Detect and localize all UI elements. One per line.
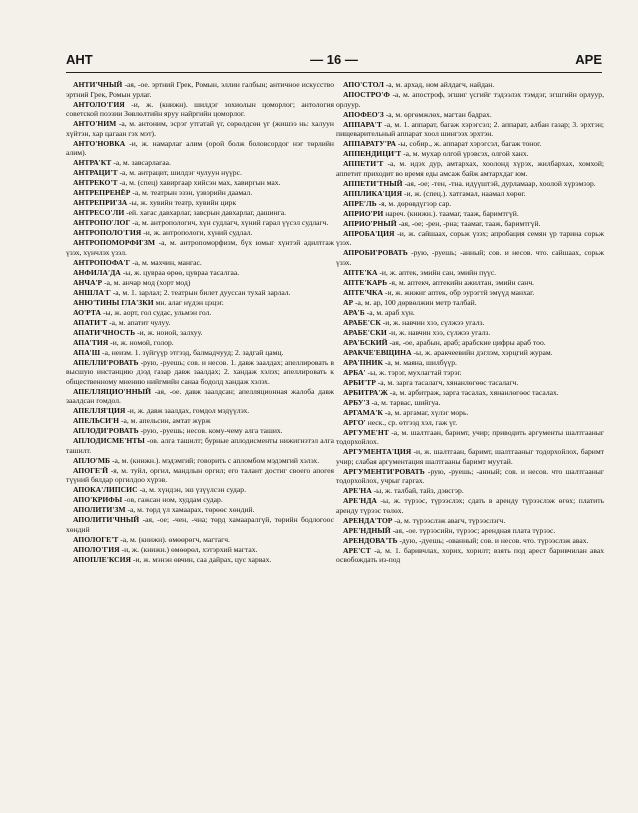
dictionary-entry — [66, 288, 334, 298]
entry-headword: АНТРОПОЛО'ГИЯ — [73, 228, 142, 237]
dictionary-entry — [336, 268, 604, 278]
entry-definition: -а, м. антрацит, шилдэг чулуун нүүрс. — [119, 168, 242, 177]
entry-headword: АО'РТА — [73, 307, 102, 317]
dictionary-entry — [336, 209, 604, 219]
dictionary-entry — [336, 139, 604, 149]
entry-definition: -и, ж. аптек, эмийн сан, эмийн пүүс. — [379, 267, 497, 277]
entry-headword: АРГУМЕ'НТ — [343, 427, 389, 437]
entry-headword: АПОЛО'ГИЯ — [73, 544, 120, 554]
dictionary-entry — [336, 388, 604, 398]
entry-headword: АПОЛИТИ'ЗМ — [73, 505, 126, 514]
entry-definition: -а, м. апостроф, эгшиг үсгийг тэдээлэх тэмдэг, эгшгийн орлуур, орлуур. — [336, 90, 604, 109]
entry-definition: -рую, -руешь; -анный; сов. и несов. что шалтгааныг тодорхойлох, учрыг гаргах. — [336, 466, 604, 485]
entry-headword: АНТИ'ЧНЫЙ — [73, 80, 123, 89]
dictionary-entry — [66, 268, 334, 278]
entry-definition: -а, м. антоним, эсрэг утгатай үг, сөрөлдсөн үг (жишээ нь: халуун хүйтэн, хар цагаан гэх мэт). — [66, 119, 334, 138]
entry-definition: -и, ж. номой, голор. — [110, 337, 174, 347]
entry-definition: -и, ж. (книжн.) өмөөрөл, хэтэрхий магтах. — [121, 544, 258, 554]
right-guide-word: АРЕ — [575, 51, 602, 67]
dictionary-entry — [336, 348, 604, 358]
dictionary-entry — [336, 546, 604, 565]
entry-headword: АРГО' — [343, 417, 366, 427]
dictionary-entry — [336, 358, 604, 368]
entry-definition: -дую, -дуешь; -ованный; сов. и несов. что. түрээслэж авах. — [399, 535, 589, 545]
entry-headword: АРАБЕ'СК — [343, 317, 381, 327]
entry-headword: АППЕНДИЦИ'Т — [343, 149, 402, 158]
entry-definition: -а, м. өргөмжлөх, магтан бадрах. — [385, 109, 492, 119]
entry-definition: -ы, ж. түрээс, түрээслэх; сдать в аренду түрээслэж өгөх; платить аренду түрээс төлөх. — [336, 496, 604, 515]
entry-headword: АНТО'НОВКА — [73, 138, 126, 148]
dictionary-entry — [66, 188, 334, 198]
dictionary-entry — [66, 338, 334, 348]
entry-definition: -а, м. антропоморфизм, бүх юмыг хүнтэй адилтгаж үзэх, хүнчлэх үзэл. — [66, 238, 334, 257]
entry-headword: АПЛО'МБ — [73, 455, 111, 465]
entry-headword: АРЕ'НДНЫЙ — [343, 525, 391, 535]
entry-headword: АНТРА'КТ — [73, 158, 112, 167]
dictionary-entry — [66, 258, 334, 268]
dictionary-entry — [66, 119, 334, 138]
entry-definition: -ы, ж. цувраа өрөө, цувраа тасалгаа. — [122, 267, 240, 277]
dictionary-entry — [66, 515, 334, 534]
dictionary-entry — [66, 456, 334, 466]
entry-headword: АРБУ'З — [343, 397, 370, 407]
dictionary-entry — [66, 318, 334, 328]
entry-definition: -а, м. театрын эзэн, үзвэрийн даамал. — [132, 188, 253, 197]
entry-headword: АНТОЛО'ГИЯ — [73, 99, 125, 109]
entry-definition: -ая, -ое. түрээсийн, түрээс; арендная плата түрээс. — [392, 525, 556, 535]
entry-headword: АПЕЛЛЯЦИО'ННЫЙ — [73, 386, 151, 396]
dictionary-entry — [336, 418, 604, 428]
dictionary-entry — [336, 149, 604, 159]
entry-definition: -а, м. зарга тасалагч, хянанлөгөөс тасалагч. — [377, 377, 519, 387]
dictionary-entry — [66, 208, 334, 218]
dictionary-entry — [336, 328, 604, 338]
entry-headword: АПОКА'ЛИПСИС — [73, 485, 138, 494]
dictionary-entry — [66, 328, 334, 338]
dictionary-entry — [336, 80, 604, 90]
dictionary-entry — [336, 408, 604, 418]
entry-headword: АПРИО'РИ — [343, 208, 384, 218]
dictionary-entry — [336, 536, 604, 546]
entry-definition: неск., ср. өтгээд хэл, гаж үг. — [367, 417, 458, 427]
entry-definition: -ы, ж. тэрэг, мухлагтай тэрэг. — [367, 367, 462, 377]
dictionary-entry — [66, 228, 334, 238]
entry-headword: АРГУМЕНТИ'РОВАТЬ — [343, 466, 425, 476]
dictionary-entry — [66, 178, 334, 188]
dictionary-entry — [336, 378, 604, 388]
dictionary-entry — [336, 288, 604, 298]
entry-definition: -и, ж. ноиой, залхуу. — [137, 327, 203, 337]
entry-definition: -ы, ж. талбай, тайз, дэвсгэр. — [373, 486, 464, 495]
entry-definition: -а, м. мухар олгой үрэвсэх, олгой ханх. — [403, 149, 529, 158]
entry-definition: -а, м. түрээслэж авагч, түрээслэгч. — [394, 515, 506, 525]
entry-definition: -а, м. махчин, мангас. — [132, 257, 202, 267]
dictionary-entry — [336, 199, 604, 209]
entry-headword: АПАТИ'Т — [73, 317, 108, 327]
dictionary-entry — [336, 398, 604, 408]
entry-definition: -ов. алга ташилт; бурные аплодисменты нижигнэтэл алга ташилт. — [66, 436, 334, 455]
entry-headword: АРЕ'НДА — [343, 496, 377, 505]
entry-definition: -а, м. ар, 100 дөрвөлжин метр талбай. — [355, 297, 477, 307]
dictionary-entry — [66, 168, 334, 178]
dictionary-entry — [336, 486, 604, 496]
entry-headword: АРАКЧЕ'ЕВЩИНА — [343, 347, 412, 357]
entry-headword: АРГАМА'К — [343, 407, 383, 417]
dictionary-entry — [66, 535, 334, 545]
entry-definition: -ая, -ое. давж заалдсан; апелляционная жалоба давж заалдсан гомдол. — [66, 386, 334, 405]
dictionary-entry — [66, 139, 334, 158]
dictionary-entry — [66, 426, 334, 436]
entry-definition: -и, ж. (книжн). шилдэг зохиолын цоморлог; антология советской поэзии Зөвлөлтийн яруу найргийн цоморлог. — [66, 99, 335, 118]
entry-headword: АПОПЛЕ'КСИЯ — [73, 554, 132, 564]
entry-headword: АПЕЛЛЯ'ЦИЯ — [73, 406, 126, 415]
entry-headword: АРА'ПНИК — [343, 357, 383, 367]
dictionary-entry — [66, 278, 334, 288]
entry-definition: -и, ж. навчин хээ, сүлжээ угалз. — [388, 327, 491, 337]
dictionary-entry — [66, 80, 334, 99]
entry-definition: -я, м. туйл, оргил, мандлын оргил; его талант достиг своего апогея түүний бялдар оргилдоо хүрэв. — [66, 465, 334, 484]
entry-definition: мн. алаг нүдэн цэцэг. — [155, 297, 224, 307]
page-number: — 16 — — [310, 51, 358, 67]
right-column — [336, 80, 604, 565]
dictionary-entry — [66, 238, 334, 257]
entry-headword: АПОГЕ'Й — [73, 465, 109, 475]
entry-headword: АПТЕ'ЧКА — [343, 287, 384, 297]
dictionary-entry — [336, 516, 604, 526]
entry-headword: АРЕ'НА — [343, 486, 372, 495]
entry-definition: -а, неизм. 1. зүйгүүр этгээд, балмадчууд; 2. задгай цамц. — [102, 347, 284, 357]
entry-definition: -а, м. (книжн.). мэдэмгий; говорить с апломбом мэдэмгий хэлэх. — [111, 455, 320, 465]
dictionary-entry — [336, 248, 604, 267]
entry-headword: АППЕТИ'Т — [343, 159, 384, 168]
entry-definition: -а, м. маяна, шилбүүр. — [384, 357, 457, 367]
dictionary-entry — [336, 179, 604, 189]
entry-headword: АР — [343, 297, 354, 307]
dictionary-entry — [66, 466, 334, 485]
dictionary-entry — [336, 428, 604, 447]
entry-definition: -а, м. 1. зарлал; 2. театрын билет дууссан тухай зарлал. — [112, 287, 291, 297]
entry-definition: -и, ж. сайшаах, сорьж үзэх; апробация семян үр тарина сорьж үзэх. — [336, 228, 604, 247]
entry-definition: -а, м. архад, ном айлдагч, найдан. — [385, 80, 495, 89]
entry-headword: АПРИО'РНЫЙ — [343, 218, 397, 228]
dictionary-entry — [336, 467, 604, 486]
entry-definition: -и, ж. намарлаг алим (орой болж боловсордог нэг төрлийн алим). — [66, 138, 334, 157]
entry-headword: АРГУМЕНТА'ЦИЯ — [343, 447, 412, 456]
entry-definition: -ей. хагас давхарлаг, завсрын давхарлаг, дашинга. — [126, 208, 287, 217]
entry-headword: АРБИ'ТР — [343, 377, 376, 387]
entry-definition: -ы, ж. аракчеевийн дэглэм, хэрцгий журам. — [413, 347, 553, 357]
dictionary-entry — [66, 555, 334, 565]
entry-definition: -ы, ж. аорт, гол судас, ульмэн гол. — [102, 307, 212, 317]
entry-headword: АНТРОПОМОРФИ'ЗМ — [73, 238, 156, 247]
entry-headword: АППЕТИ'ТНЫЙ — [343, 178, 403, 188]
dictionary-entry — [336, 318, 604, 328]
entry-definition: -ая, -ое. эртний Грек, Ромын, эллин галбын; античное искусство эртний Грек, Ромын урлаг. — [66, 80, 334, 99]
entry-definition: нареч. (книжн.). таамаг, тааж, баримтгүй. — [385, 208, 519, 218]
entry-headword: АПО'КРИФЫ — [73, 495, 123, 504]
entry-headword: АПОЛИТИ'ЧНЫЙ — [73, 515, 140, 524]
dictionary-entry — [66, 198, 334, 208]
entry-headword: АПЛОДИ'РОВАТЬ — [73, 426, 139, 435]
page-header — [66, 46, 602, 73]
dictionary-entry — [66, 308, 334, 318]
entry-headword: АНШЛА'Г — [73, 287, 111, 297]
dictionary-entry — [66, 348, 334, 358]
entry-headword: АПО'СТОЛ — [343, 80, 384, 89]
entry-definition: -а, м. шалтгаан, баримт, учир; приводить аргументы шалтгааныг тодорхойлох. — [336, 427, 605, 446]
entry-definition: -а, м. аргамаг, хүлэг морь. — [384, 407, 469, 417]
entry-headword: АНТРАЦИ'Т — [73, 168, 118, 177]
entry-headword: АНТРЕПРЕНЁР — [73, 188, 131, 197]
entry-headword: АПОЛОГЕ'Т — [73, 534, 119, 544]
entry-definition: -а, м. хүндэн, эш үзүүлсэн судар. — [139, 485, 246, 494]
entry-definition: -и, ж. навчин хээ, сүлжээ угалз. — [382, 317, 485, 327]
entry-headword: АПА'Ш — [73, 347, 101, 357]
entry-headword: АРБА' — [343, 367, 366, 377]
dictionary-entry — [66, 495, 334, 505]
dictionary-entry — [336, 496, 604, 515]
left-guide-word: АНТ — [66, 51, 93, 67]
entry-headword: АРЕНДОВА'ТЬ — [343, 535, 398, 545]
dictionary-entry — [336, 338, 604, 348]
entry-definition: -рую, -руешь; -анный; сов. и несов. что. сайшаах, сорьж үзэх. — [336, 248, 604, 267]
entry-headword: АНЧА'Р — [73, 277, 103, 287]
entry-definition: -а, м. араб хүн. — [366, 307, 415, 317]
dictionary-entry — [336, 298, 604, 308]
dictionary-entry — [66, 387, 334, 406]
entry-definition: -а, м. 1. баривчлах, хорих, хорилт; взять под арест баривчилан авах освобождать из-под — [336, 545, 604, 564]
entry-headword: АРЕ'СТ — [343, 545, 371, 555]
entry-headword: АРЕНДА'ТОР — [343, 515, 393, 525]
entry-definition: -а, м. төрд үл хамаарах, төрөөс хөндий. — [127, 505, 255, 514]
entry-definition: -а, м. арбитраж, зарга тасалах, хянанлөгөөс тасалах. — [389, 387, 559, 397]
entry-headword: АПТЕ'КА — [343, 267, 378, 277]
entry-definition: -ы, собир., ж. аппарат хэрэгсэл, багаж тоног. — [397, 139, 542, 148]
entry-definition: -и, ж. (спец.). хатгамал, наамал хөрөг. — [403, 188, 526, 198]
entry-definition: -и, ж. шалтгаан, баримт, шалтгааныг тодорхойлох, баримт учир; слабая аргументация шалтгааны баримт муутай. — [336, 447, 604, 466]
dictionary-entry — [336, 308, 604, 318]
dictionary-entry — [66, 416, 334, 426]
entry-headword: АПТЕ'КАРЬ — [343, 277, 388, 287]
entry-headword: АНТРЕПРИ'ЗА — [73, 198, 128, 207]
entry-headword: АНТРОПО'ЛОГ — [73, 218, 131, 227]
entry-headword: АПАТИ'ЧНОСТЬ — [73, 327, 136, 337]
dictionary-entry — [66, 485, 334, 495]
entry-headword: АПОСТРО'Ф — [343, 90, 390, 99]
dictionary-entry — [336, 278, 604, 288]
dictionary-entry — [66, 406, 334, 416]
dictionary-entry — [66, 436, 334, 455]
dictionary-entry — [336, 526, 604, 536]
entry-headword: АПРЕ'ЛЬ — [343, 198, 377, 208]
entry-headword: АНТО'НИМ — [73, 119, 117, 128]
entry-headword: АППАРА'Т — [343, 119, 382, 129]
entry-headword: АПРОБИ'РОВАТЬ — [343, 248, 408, 257]
entry-definition: -ов, гажсан ном, худдам судар. — [124, 495, 223, 504]
dictionary-entry — [336, 229, 604, 248]
dictionary-entry — [336, 90, 604, 109]
entry-definition: -а, м. антропологич, хүн судлагч, хүний гарал үүсэл судлагч. — [132, 218, 329, 227]
entry-headword: АПЕЛЛИ'РОВАТЬ — [73, 357, 139, 367]
dictionary-entry — [336, 159, 604, 178]
entry-headword: АПОФЕО'З — [343, 109, 384, 119]
dictionary-entry — [66, 158, 334, 168]
entry-definition: -а, м. завсарлагаа. — [113, 158, 171, 167]
entry-definition: -рую, -руешь; сов. и несов. 1. давж заалдах; апеллировать в высшую инстанцию дээд газар давж заалдах; 2. хандаж хэлэх; апеллировать к общественному мнению нийгмийн санаа бодолд хандаж хэлэх. — [66, 357, 334, 386]
left-column — [66, 80, 334, 565]
dictionary-entry — [66, 100, 334, 119]
entry-definition: -рую, -руешь; несов. кому-чему алга таших. — [140, 426, 283, 435]
entry-definition: -а, м. 1. аппарат, багаж хэрэгсэл; 2. аппарат, албан газар; 3. эрхтэн; пищеварительный аппарат хоол шингээх эрхтэн. — [336, 119, 604, 138]
entry-definition: -и, ж. мэнэн өвчин, саа дайрах, цус харвах. — [132, 554, 272, 564]
entry-definition: -ая, -ое; -тен, -тна. идүүштэй, дурламаар, хоолой хүрэмээр. — [404, 178, 596, 188]
dictionary-entry — [66, 545, 334, 555]
entry-definition: -а, м. апатит чулуу. — [109, 317, 171, 327]
dictionary-entry — [336, 219, 604, 229]
entry-definition: -ая, -ое, арабын, араб; арабские цифры араб тоо. — [389, 337, 546, 347]
entry-headword: АПА'ТИЯ — [73, 337, 109, 347]
entry-headword: АНЮ'ТИНЫ ГЛА'ЗКИ — [73, 297, 154, 307]
entry-headword: АПЕЛЬСИ'Н — [73, 416, 120, 425]
entry-definition: -и, ж. давж заалдах, гомдол мэдүүлэх. — [127, 406, 250, 415]
dictionary-entry — [66, 505, 334, 515]
entry-definition: -и, ж. антропологи, хүний судлал. — [143, 228, 253, 237]
entry-definition: -ая, -ое; -рен, -рна; таамаг, тааж, баримтгүй. — [398, 218, 541, 228]
entry-definition: -а, м. тарвас, шийгуа. — [371, 397, 441, 407]
entry-headword: АППАРАТУ'РА — [343, 139, 396, 148]
dictionary-entry — [66, 218, 334, 228]
dictionary-entry — [336, 368, 604, 378]
entry-headword: АНТРЕКО'Т — [73, 178, 118, 187]
entry-headword: АРАБЕ'СКИ — [343, 327, 387, 337]
entry-definition: -а, м. идэх дур, амтархах, хоолонд хүрэх, жилбархах, хомхой; аппетит приходит во время еды амсаж байж амтархдаг юм. — [336, 159, 604, 178]
entry-definition: -ая, -ое; -чен, -чна; төрд хамааралгүй, төрийн бодлогоос хөндий — [66, 515, 334, 534]
entry-headword: АРБИТРА'Ж — [343, 387, 388, 397]
dictionary-entry — [336, 110, 604, 120]
entry-definition: -ы, ж. хувийн театр, хувийн цирк — [129, 198, 237, 207]
entry-definition: -я, м. дөрөвдүгээр сар. — [378, 198, 452, 208]
entry-definition: -а, м. апельсин, амтат жүрж — [120, 416, 211, 425]
entry-definition: -а, м. (спец) хавиргаар хийсэн мах, хавиргын мах. — [119, 178, 281, 187]
entry-headword: АНТРОПОФА'Г — [73, 257, 131, 267]
entry-headword: АРА'Б — [343, 307, 365, 317]
entry-definition: -и, ж. жижиг аптек, обр эурэгтй эмүүд манхаг. — [384, 287, 535, 297]
entry-definition: -я, м. аптекч, аптекийн ажилтан, эмийн санч. — [389, 277, 535, 287]
entry-definition: -а, м. (книжн). өмөөрөгч, магтагч. — [120, 534, 230, 544]
dictionary-entry — [336, 447, 604, 466]
dictionary-entry — [336, 189, 604, 199]
dictionary-entry — [66, 298, 334, 308]
entry-headword: АНТРЕСО'ЛИ — [73, 208, 125, 217]
entry-headword: АППЛИКА'ЦИЯ — [343, 188, 403, 198]
entry-headword: АПЛОДИСМЕ'НТЫ — [73, 436, 145, 445]
entry-headword: АНФИЛА'ДА — [73, 267, 121, 277]
entry-headword: АРА'БСКИЙ — [343, 337, 388, 347]
dictionary-entry — [336, 120, 604, 139]
entry-headword: АПРОБА'ЦИЯ — [343, 228, 395, 238]
entry-definition: -а, м. анчар мод (хорт мод) — [104, 277, 191, 287]
dictionary-entry — [66, 358, 334, 387]
